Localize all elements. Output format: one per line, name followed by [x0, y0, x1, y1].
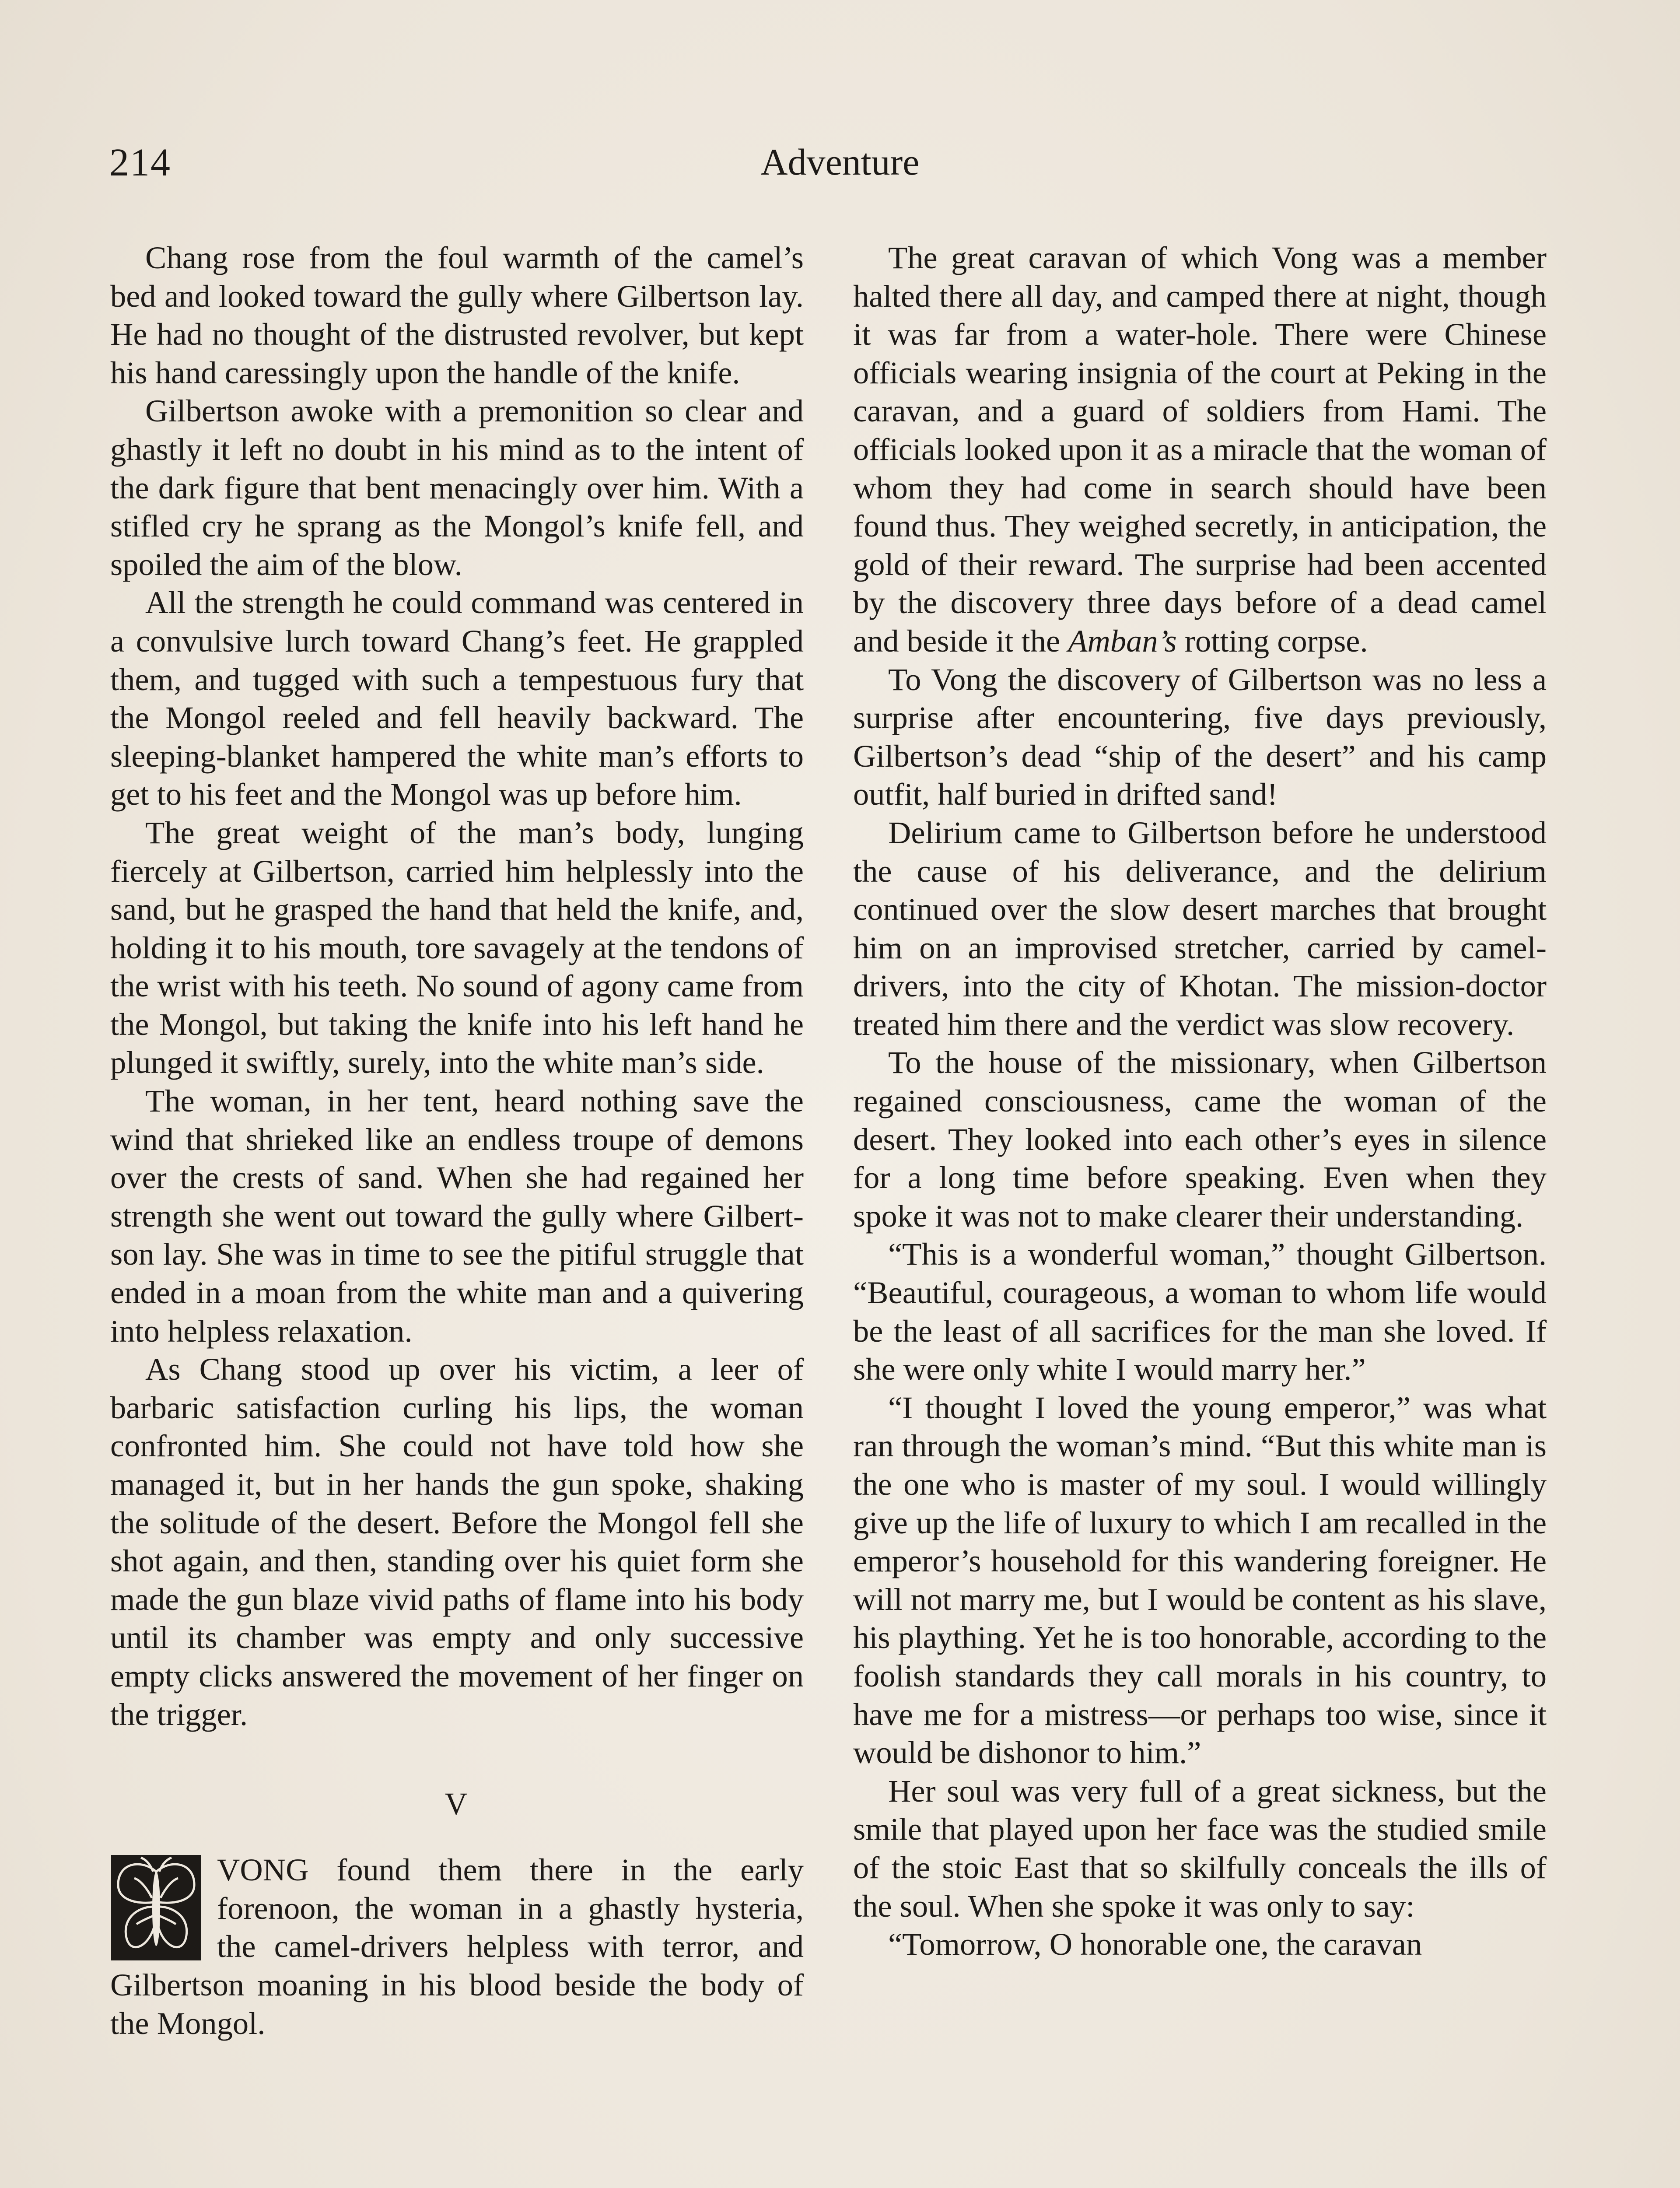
paragraph: To Vong the discovery of Gilbertson was no less a surprise after encountering, five days previously, Gilbertson’s dead “ship of the desert” and his camp outfit, half buried in drifted sand! [853, 661, 1547, 812]
paragraph: “I thought I loved the young emperor,” was what ran through the woman’s mind. “But this white man is the one who is master of my soul. I would willingly give up the life of luxury to which I am recalled in the emperor’s household for this wandering foreigner. He will not marry me, but I would be content as his slave, his plaything. Yet he is too honorable, according to the foolish standards they call morals in his country, to have me for a mistress—or perhaps too wise, since it would be dishonor to him.” [853, 1389, 1547, 1771]
paragraph [853, 238, 1547, 660]
butterfly-dropcap-icon [110, 1854, 202, 1961]
paragraph: As Chang stood up over his victim, a leer of barbaric satisfaction curling his lips, the woman confronted him. She could not have told how she managed it, but in her hands the gun spoke, shaking the solitude of the desert. Before the Mongol fell she shot again, and then, standing over his quiet form she made the gun blaze vivid paths of flame into his body until its chamber was empty and only successive empty clicks answered the movement of her finger on the trigger. [110, 1351, 804, 1732]
paragraph: “This is a wonderful woman,” thought Gilbertson. “Beautiful, courageous, a woman to whom life would be the least of all sacrifices for the man she loved. If she were only white I would marry her.” [853, 1236, 1547, 1387]
paragraph: Gilbertson awoke with a premonition so clear and ghastly it left no doubt in his mind as to the intent of the dark figure that bent menacingly over him. With a stifled cry he sprang as the Mongol’s knife fell, and spoiled the aim of the blow. [110, 393, 804, 582]
page-number: 214 [109, 141, 171, 184]
running-head: Adventure [760, 141, 920, 183]
paragraph: Delirium came to Gilbertson before he understood the cause of his deliverance, and the delirium continued over the slow desert marches that brought him on an improvised stretcher, carried by camel-drivers, into the city of Khotan. The mission-doctor treated him there and the verdict was slow recovery. [853, 814, 1547, 1042]
paragraph: Chang rose from the foul warmth of the camel’s bed and looked toward the gully where Gilbertson lay. He had no thought of the distrusted revolver, but kept his hand caressingly upon the handle of the knife. [110, 240, 804, 390]
section-number: V [444, 1786, 469, 1822]
left-column [110, 238, 804, 2042]
paragraph: Her soul was very full of a great sickness, but the smile that played upon her face was the studied smile of the stoic East that so skilfully conceals the ills of the soul. When she spoke it was only to say: [853, 1773, 1547, 1924]
paragraph: All the strength he could command was centered in a convulsive lurch toward Chang’s feet. He grappled them, and tugged with such a tempestuous fury that the Mongol reeled and fell heavily backward. The sleeping-blanket hampered the white man’s efforts to get to his feet and the Mongol was up before him. [110, 585, 804, 812]
italic-term: Amban’s [1068, 623, 1177, 659]
section-opening-text: VONG found them there in the early forenoon, the woman in a ghastly hysteria, the camel-drivers helpless with terror, and Gilbertson moaning in his blood beside the body of the Mongol. [110, 1852, 804, 2041]
page-header [109, 140, 1571, 193]
right-column [853, 238, 1547, 1964]
paragraph-text-end: rotting corpse. [1176, 623, 1368, 659]
section-opening-paragraph [110, 1851, 804, 2042]
paragraph-text: The great caravan of which Vong was a member halted there all day, and camped there at night, though it was far from a water-hole. There were Chinese officials wearing insignia of the court at Peking in the caravan, and a guard of soldiers from Hami. The officials looked upon it as a miracle that the woman of whom they had come in search should have been found thus. They weighed secretly, in anticipation, the gold of their reward. The surprise had been accented by the discovery three days before of a dead camel and beside it the [853, 240, 1547, 659]
paragraph: The great weight of the man’s body, lunging fiercely at Gilbertson, carried him helplessly into the sand, but he grasped the hand that held the knife, and, holding it to his mouth, tore savagely at the tendons of the wrist with his teeth. No sound of agony came from the Mongol, but taking the knife into his left hand he plunged it swiftly, surely, into the white man’s side. [110, 814, 804, 1080]
paragraph: To the house of the missionary, when Gilbertson regained consciousness, came the woman of the desert. They looked into each other’s eyes in silence for a long time before speaking. Even when they spoke it was not to make clearer their understanding. [853, 1045, 1547, 1234]
paragraph: “Tomorrow, O honorable one, the caravan [888, 1926, 1422, 1962]
paragraph: The woman, in her tent, heard nothing save the wind that shrieked like an endless troupe of demons over the crests of sand. When she had regained her strength she went out toward the gully where Gilbertson lay. She was in time to see the pitiful struggle that ended in a moan from the white man and a quivering into helpless relaxation. [110, 1083, 804, 1349]
